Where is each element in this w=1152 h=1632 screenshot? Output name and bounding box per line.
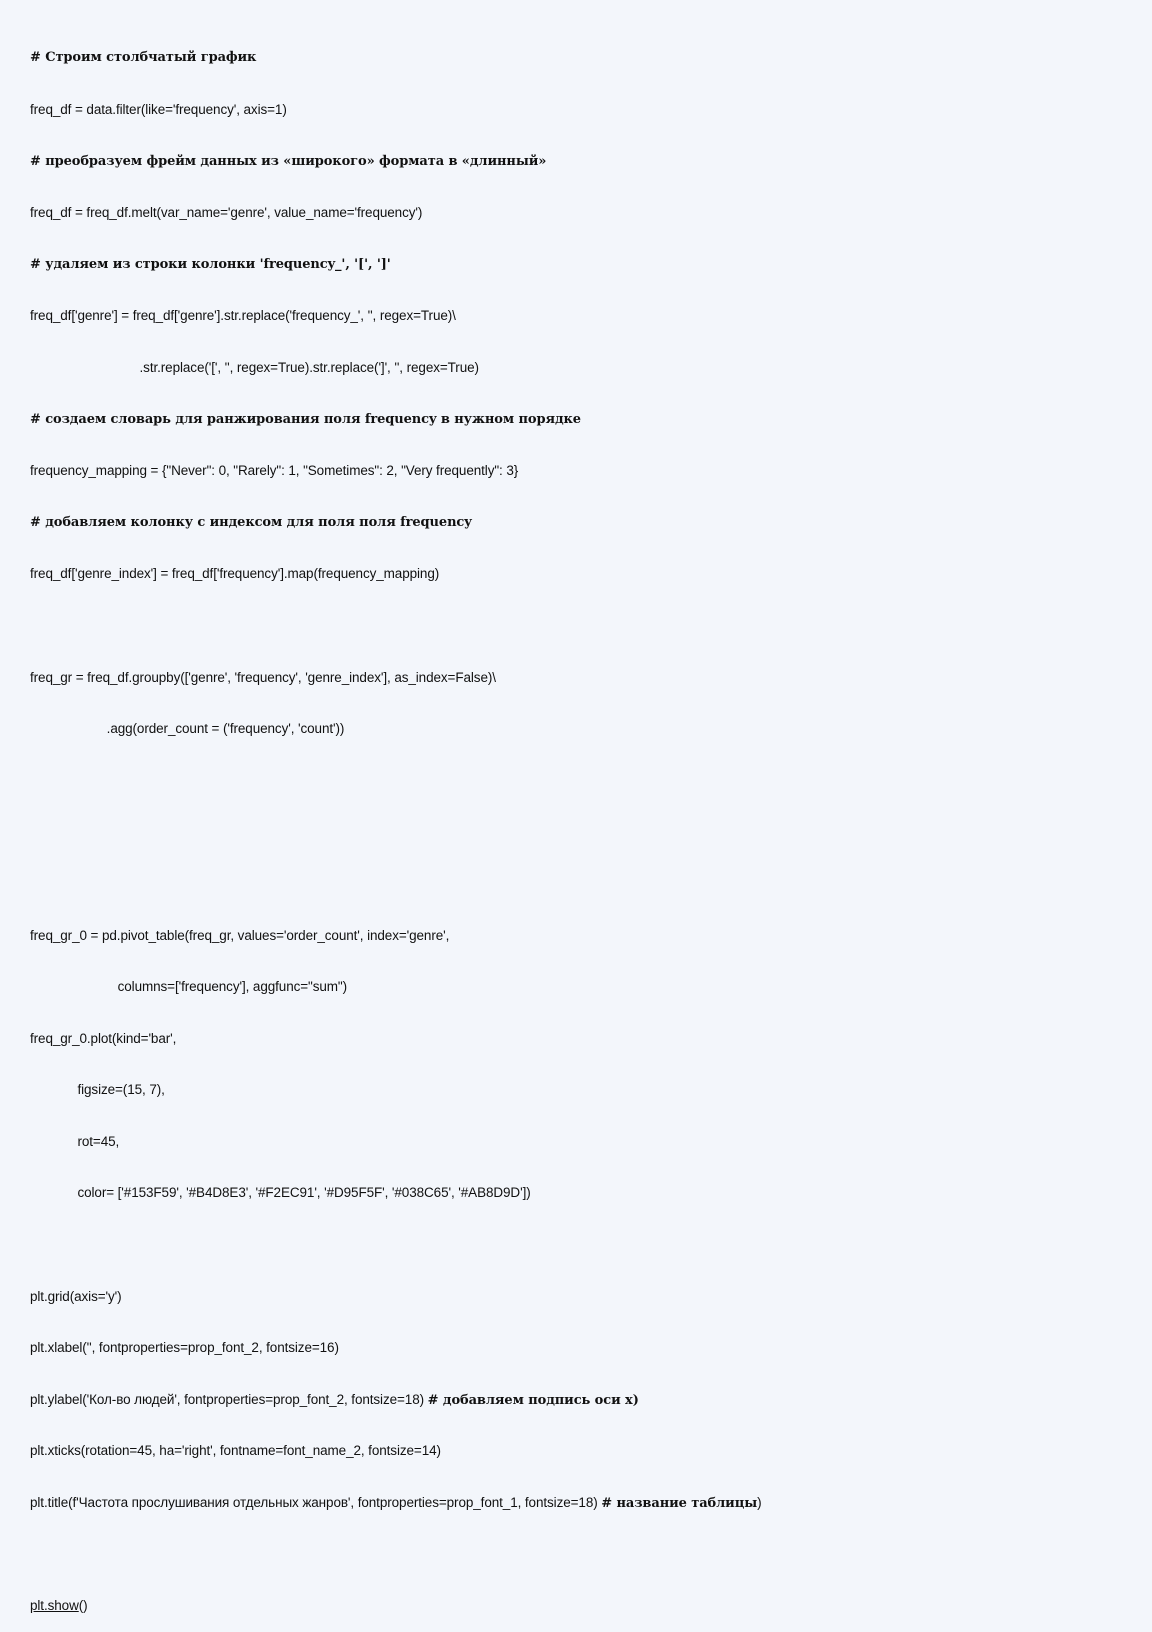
code-line: freq_gr = freq_df.groupby(['genre', 'frequency', 'genre_index'], as_index=False)\	[30, 669, 496, 685]
blank-line	[30, 875, 762, 892]
code-line: rot=45,	[30, 1133, 120, 1149]
code-line: columns=['frequency'], aggfunc="sum")	[30, 979, 348, 995]
code-text: plt.title(f'Частота прослушивания отдельных жанров', fontproperties=prop_font_1, fontsize=18)	[30, 1495, 602, 1511]
inline-comment: # добавляем подпись оси x)	[427, 1392, 639, 1408]
code-line: color= ['#153F59', '#B4D8E3', '#F2EC91', '#D95F5F', '#038C65', '#AB8D9D'])	[30, 1185, 531, 1201]
code-line: plt.xticks(rotation=45, ha='right', fontname=font_name_2, fontsize=14)	[30, 1443, 441, 1459]
code-line: figsize=(15, 7),	[30, 1082, 165, 1098]
code-line: freq_df = freq_df.melt(var_name='genre', value_name='frequency')	[30, 205, 423, 221]
code-tail: )	[757, 1495, 762, 1511]
code-line: freq_gr_0.plot(kind='bar',	[30, 1030, 177, 1046]
code-comment-line: # удаляем из строки колонки 'frequency_', '[', ']'	[30, 256, 391, 272]
code-line-with-comment	[30, 1494, 762, 1511]
code-line: .str.replace('[', '', regex=True).str.replace(']', '', regex=True)	[30, 359, 479, 375]
code-line-with-comment	[30, 1391, 762, 1408]
inline-comment: # название таблицы	[601, 1496, 758, 1512]
code-tail: ()	[78, 1598, 88, 1614]
code-text: plt.ylabel('Кол-во людей', fontproperties=prop_font_2, fontsize=18)	[30, 1391, 428, 1407]
code-line: .agg(order_count = ('frequency', 'count'))	[30, 721, 345, 737]
code-comment-line: # преобразуем фрейм данных из «широкого» формата в «длинный»	[30, 153, 547, 169]
blank-line	[30, 1546, 762, 1563]
code-line: plt.grid(axis='y')	[30, 1288, 122, 1304]
blank-line	[30, 1236, 762, 1253]
code-line: freq_df['genre'] = freq_df['genre'].str.replace('frequency_', '', regex=True)\	[30, 308, 456, 324]
blank-line	[30, 772, 762, 789]
code-line: freq_df = data.filter(like='frequency', axis=1)	[30, 102, 287, 117]
code-comment-line: # добавляем колонку с индексом для поля поля frequency	[30, 514, 472, 530]
code-comment-line: # Строим столбчатый график	[30, 50, 257, 66]
blank-line	[30, 823, 762, 840]
blank-line	[30, 617, 762, 634]
code-line: frequency_mapping = {"Never": 0, "Rarely": 1, "Sometimes": 2, "Very frequently": 3}	[30, 463, 519, 479]
code-line	[30, 1597, 762, 1614]
code-line: freq_df['genre_index'] = freq_df['frequency'].map(frequency_mapping)	[30, 566, 440, 582]
code-block	[30, 15, 762, 1632]
code-comment-line: # создаем словарь для ранжирования поля frequency в нужном порядке	[30, 411, 581, 427]
underlined-call: plt.show	[30, 1598, 79, 1614]
code-line: plt.xlabel('', fontproperties=prop_font_2, fontsize=16)	[30, 1340, 339, 1356]
code-line: freq_gr_0 = pd.pivot_table(freq_gr, values='order_count', index='genre',	[30, 927, 450, 943]
